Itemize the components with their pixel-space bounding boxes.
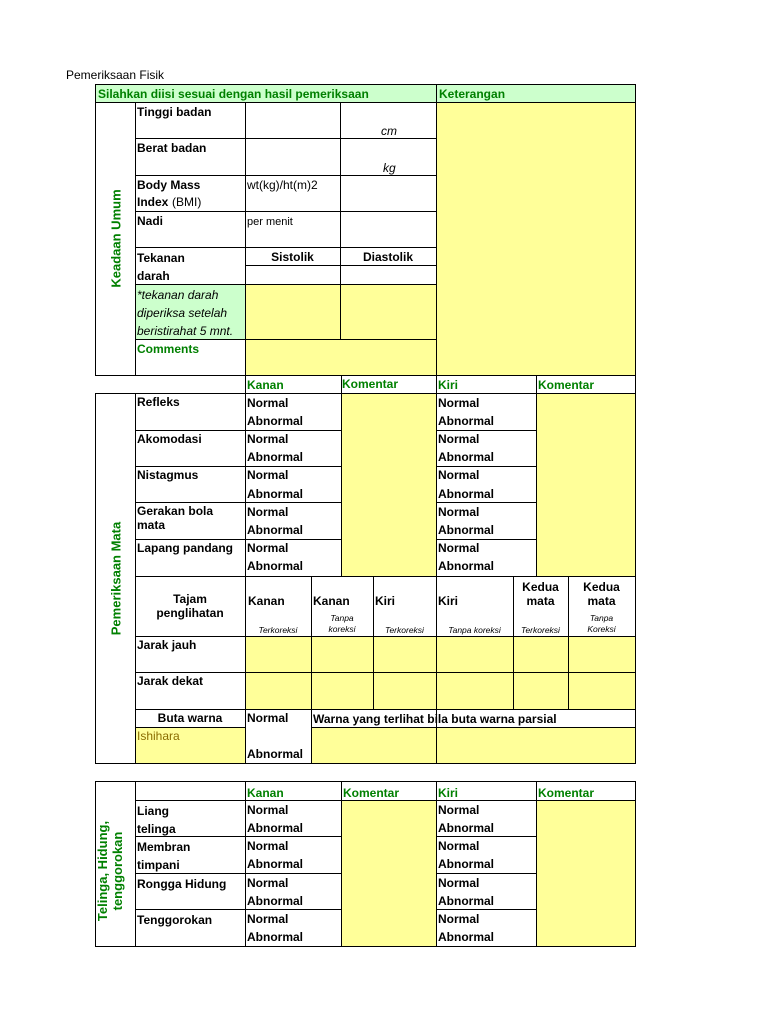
label-bmi-2: Index — [137, 195, 169, 209]
option-normal[interactable]: Normal — [247, 876, 289, 890]
option-normal[interactable]: Normal — [247, 505, 289, 519]
option-normal[interactable]: Normal — [247, 839, 289, 853]
tht-komentar-kanan-field[interactable] — [341, 801, 436, 946]
label-warna-parsial: Warna yang terlihat bila buta warna parsial — [313, 712, 557, 726]
label-gerakan-bola-2: mata — [137, 518, 166, 532]
label-ishihara: Ishihara — [137, 729, 180, 743]
warna-parsial-field[interactable] — [311, 727, 635, 763]
tht-header-kanan: Kanan — [247, 786, 284, 800]
label-tajam-2: penglihatan — [156, 606, 224, 620]
label-tenggorokan: Tenggorokan — [137, 913, 213, 927]
bp-note-3: beristirahat 5 mnt. — [137, 324, 234, 338]
option-normal[interactable]: Normal — [438, 876, 480, 890]
label-membran-2: timpani — [137, 858, 180, 872]
bmi-formula: wt(kg)/ht(m)2 — [247, 178, 318, 192]
label-membran-1: Membran — [137, 840, 191, 854]
label-refleks: Refleks — [137, 395, 180, 409]
label-buta-warna: Buta warna — [157, 711, 223, 725]
unit-per-menit: per menit — [247, 216, 293, 228]
option-abnormal[interactable]: Abnormal — [247, 894, 304, 908]
vh-sub-terkoreksi-kiri: Terkoreksi — [385, 625, 424, 635]
unit-cm: cm — [381, 124, 397, 138]
label-tekanan-1: Tekanan — [137, 251, 185, 265]
section-label-pemeriksaan-mata: Pemeriksaan Mata — [108, 521, 124, 636]
option-abnormal[interactable]: Abnormal — [438, 523, 495, 537]
vh-sub-terkoreksi-kedua: Terkoreksi — [521, 625, 560, 635]
bp-note-1: *tekanan darah — [137, 288, 219, 302]
mata-komentar-kanan-field[interactable] — [341, 394, 436, 576]
vh-kedua-tanpa-2: mata — [587, 594, 616, 608]
vh-kanan-tanpa: Kanan — [313, 594, 350, 608]
vh-sub-tanpa-koreksi: Tanpa koreksi — [448, 625, 501, 635]
vh-sub-tanpa-kedua: Tanpa — [589, 613, 614, 623]
vh-sub-koreksi: koreksi — [328, 624, 356, 634]
label-liang-2: telinga — [137, 822, 176, 836]
vh-kedua-tanpa-1: Kedua — [583, 580, 620, 594]
option-abnormal[interactable]: Abnormal — [247, 487, 304, 501]
tht-header-komentar-kanan: Komentar — [343, 786, 400, 800]
option-abnormal[interactable]: Abnormal — [438, 894, 495, 908]
vh-sub-koreksi-kedua: Koreksi — [587, 624, 616, 634]
label-berat-badan: Berat badan — [137, 141, 207, 155]
instruction-header: Silahkan diisi sesuai dengan hasil pemeriksaan — [98, 87, 369, 101]
option-abnormal[interactable]: Abnormal — [438, 414, 495, 428]
option-abnormal[interactable]: Abnormal — [438, 450, 495, 464]
label-akomodasi: Akomodasi — [137, 432, 202, 446]
label-liang-1: Liang — [137, 804, 169, 818]
keterangan-field[interactable] — [436, 102, 635, 375]
option-abnormal[interactable]: Abnormal — [247, 930, 304, 944]
section-label-keadaan-umum: Keadaan Umum — [108, 189, 124, 288]
header-diastolik: Diastolik — [362, 250, 413, 264]
vh-kiri-tanpa: Kiri — [438, 594, 459, 608]
mata-header-komentar-kanan: Komentar — [342, 377, 399, 391]
comments-field[interactable] — [245, 339, 436, 375]
option-normal[interactable]: Normal — [247, 396, 289, 410]
label-gerakan-bola-1: Gerakan bola — [137, 504, 214, 518]
tht-komentar-kiri-field[interactable] — [536, 801, 635, 946]
option-normal[interactable]: Normal — [438, 505, 480, 519]
option-abnormal[interactable]: Abnormal — [247, 559, 304, 573]
header-sistolik: Sistolik — [271, 250, 314, 264]
label-bmi-2b: (BMI) — [172, 195, 202, 209]
option-abnormal[interactable]: Abnormal — [438, 821, 495, 835]
label-jarak-dekat: Jarak dekat — [137, 674, 204, 688]
option-normal[interactable]: Normal — [247, 468, 289, 482]
label-comments: Comments — [137, 342, 200, 356]
option-normal[interactable]: Normal — [438, 839, 480, 853]
label-tinggi-badan: Tinggi badan — [137, 105, 212, 119]
option-normal[interactable]: Normal — [438, 803, 480, 817]
label-tajam-1: Tajam — [173, 592, 207, 606]
option-abnormal[interactable]: Abnormal — [247, 414, 304, 428]
vh-kiri-terkoreksi: Kiri — [375, 594, 396, 608]
option-abnormal[interactable]: Abnormal — [438, 930, 495, 944]
vh-kanan-terkoreksi: Kanan — [248, 594, 285, 608]
option-normal[interactable]: Normal — [438, 912, 480, 926]
label-nadi: Nadi — [137, 214, 164, 228]
label-bmi-1: Body Mass — [137, 178, 201, 192]
option-normal[interactable]: Normal — [438, 432, 480, 446]
option-normal[interactable]: Normal — [438, 541, 480, 555]
vh-kedua-terkoreksi-1: Kedua — [522, 580, 559, 594]
vh-sub-terkoreksi: Terkoreksi — [258, 625, 298, 635]
option-abnormal[interactable]: Abnormal — [438, 857, 495, 871]
option-abnormal[interactable]: Abnormal — [247, 857, 304, 871]
option-abnormal[interactable]: Abnormal — [247, 821, 304, 835]
section-label-tht-1: Telinga, Hidung, — [95, 820, 110, 922]
mata-header-komentar-kiri: Komentar — [538, 378, 595, 392]
option-abnormal[interactable]: Abnormal — [247, 523, 304, 537]
option-normal[interactable]: Normal — [438, 468, 480, 482]
option-normal[interactable]: Normal — [247, 432, 289, 446]
option-abnormal[interactable]: Abnormal — [247, 747, 304, 761]
keterangan-header: Keterangan — [439, 87, 506, 101]
option-normal[interactable]: Normal — [247, 803, 289, 817]
vh-kedua-terkoreksi-2: mata — [526, 594, 555, 608]
page-title: Pemeriksaan Fisik — [66, 68, 165, 82]
mata-header-kanan: Kanan — [247, 378, 284, 392]
label-rongga-hidung: Rongga Hidung — [137, 877, 227, 891]
option-normal[interactable]: Normal — [247, 541, 289, 555]
option-normal[interactable]: Normal — [247, 912, 289, 926]
label-jarak-jauh: Jarak jauh — [137, 638, 197, 652]
tht-header-komentar-kiri: Komentar — [538, 786, 595, 800]
option-normal[interactable]: Normal — [438, 396, 480, 410]
option-abnormal[interactable]: Abnormal — [247, 450, 304, 464]
vh-sub-tanpa: Tanpa — [330, 613, 354, 623]
label-lapang-pandang: Lapang pandang — [137, 541, 233, 555]
section-label-tht — [95, 806, 125, 936]
bp-note-2: diperiksa setelah — [137, 306, 228, 320]
unit-kg: kg — [383, 161, 396, 175]
option-abnormal[interactable]: Abnormal — [438, 559, 495, 573]
mata-komentar-kiri-field[interactable] — [536, 394, 635, 576]
mata-header-kiri: Kiri — [438, 378, 459, 392]
option-normal[interactable]: Normal — [247, 711, 289, 725]
tht-header-kiri: Kiri — [438, 786, 459, 800]
option-abnormal[interactable]: Abnormal — [438, 487, 495, 501]
label-tekanan-2: darah — [137, 269, 170, 283]
section-label-tht-2: tenggorokan — [110, 831, 125, 911]
label-nistagmus: Nistagmus — [137, 468, 199, 482]
